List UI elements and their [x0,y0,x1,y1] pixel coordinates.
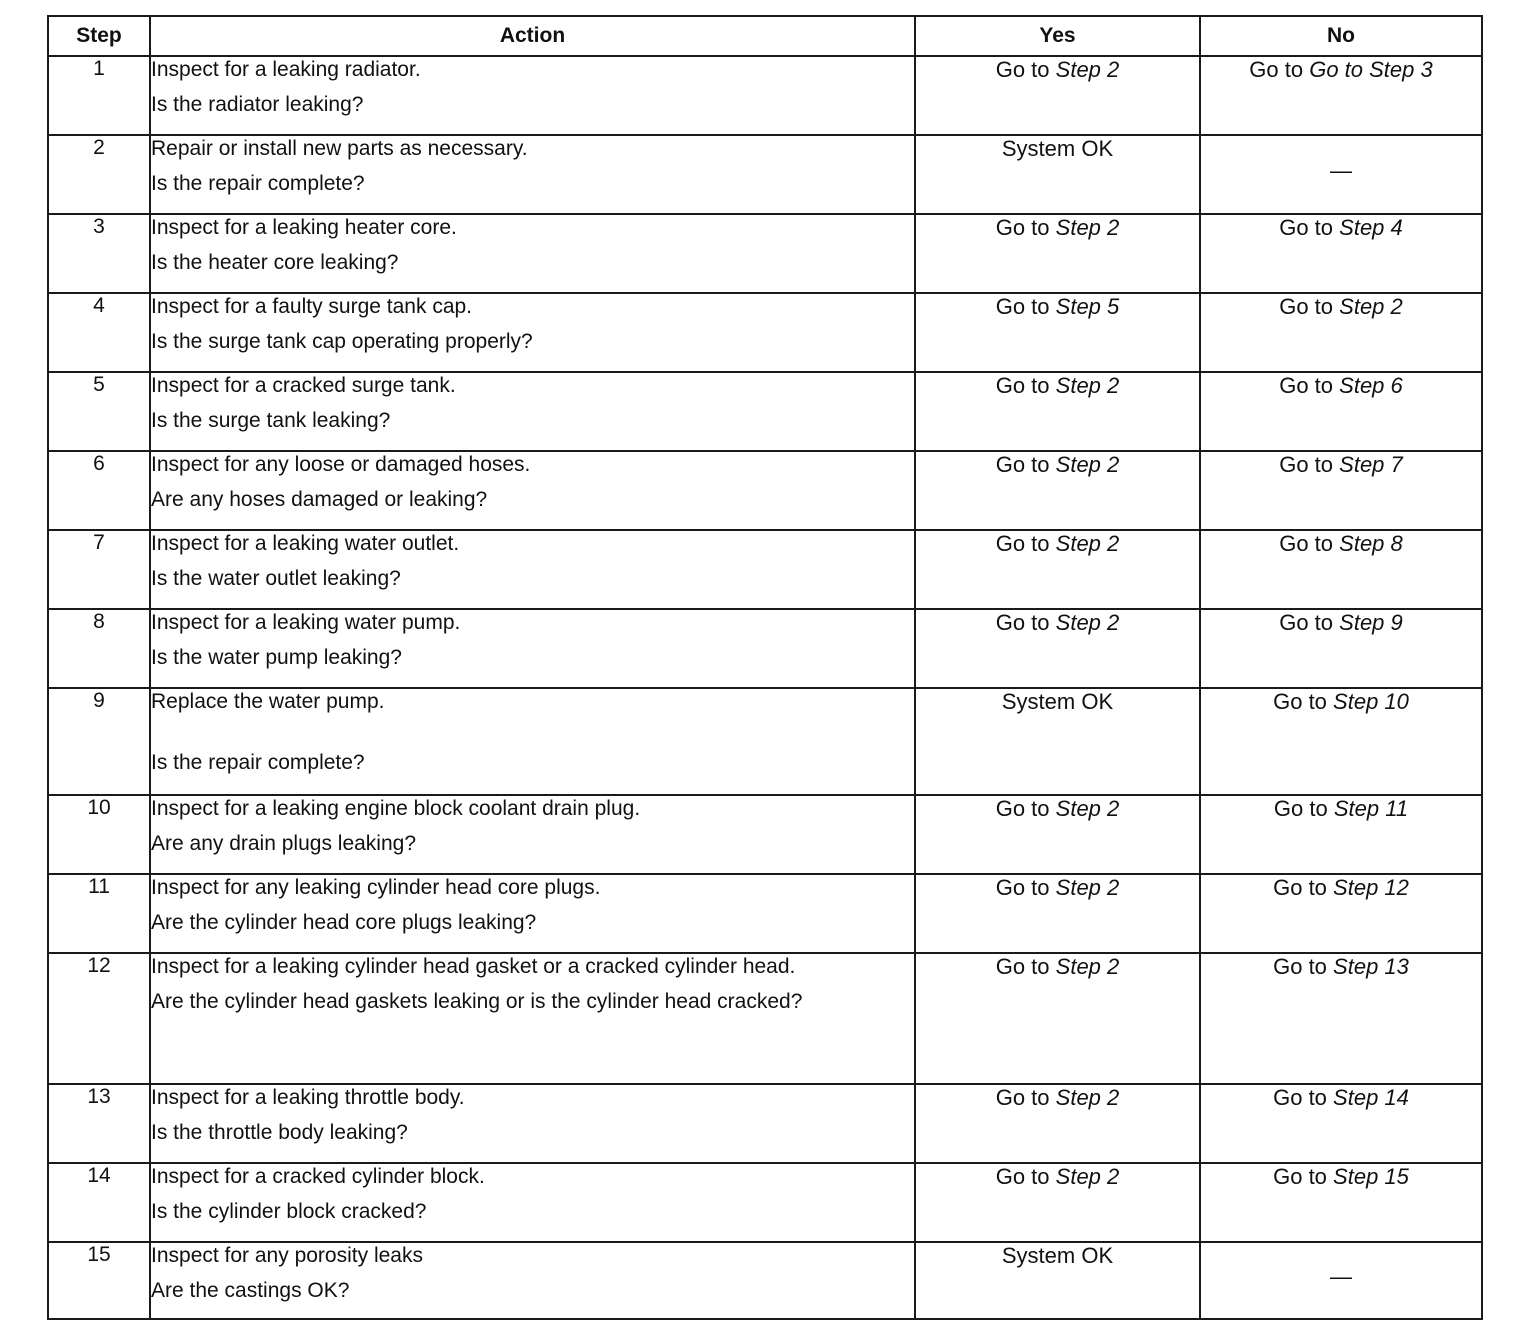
step-number: 6 [48,451,150,530]
no-result [1200,530,1482,609]
yes-result [915,795,1200,874]
header-step: Step [48,16,150,56]
action-cell [150,451,915,530]
no-result-text: Go to [1273,875,1327,900]
no-step-reference: Step 7 [1339,452,1403,477]
no-step-reference: Step 2 [1339,294,1403,319]
action-question: Is the surge tank cap operating properly? [151,330,533,353]
action-cell [150,372,915,451]
yes-result-text: Go to [995,373,1050,398]
no-result-text: — [1330,157,1352,183]
step-number: 5 [48,372,150,451]
no-result-text: Go to [1273,689,1327,714]
no-result [1200,688,1482,795]
no-result-text: Go to [1249,57,1304,82]
table-row [48,451,1482,530]
action-cell [150,1242,915,1319]
action-question: Is the throttle body leaking? [151,1121,408,1144]
no-result-text: Go to [1279,452,1334,477]
no-result [1200,293,1482,372]
no-result-text: — [1330,1263,1352,1289]
action-instruction: Inspect for a leaking water pump. [151,611,461,634]
action-cell [150,530,915,609]
no-result-text: Go to [1279,215,1334,240]
action-cell [150,953,915,1084]
no-result [1200,1084,1482,1163]
no-step-reference: Step 8 [1339,531,1403,556]
action-cell [150,688,915,795]
header-no: No [1200,16,1482,56]
yes-result [915,214,1200,293]
action-cell [150,56,915,135]
no-result-text: Go to [1279,610,1334,635]
table-row [48,1163,1482,1242]
action-cell [150,1163,915,1242]
yes-result-text: Go to [995,452,1050,477]
no-step-reference: Step 9 [1339,610,1403,635]
action-question: Is the repair complete? [151,172,365,195]
yes-result-text: System OK [1001,1243,1114,1268]
no-step-reference: Step 15 [1333,1164,1409,1189]
action-question: Is the surge tank leaking? [151,409,391,432]
no-result-text: Go to [1273,796,1328,821]
action-question: Are any drain plugs leaking? [151,832,417,855]
yes-step-reference: Step 2 [1055,531,1120,556]
header-action: Action [150,16,915,56]
action-cell [150,609,915,688]
table-body [48,56,1482,1319]
action-cell [150,135,915,214]
yes-result [915,135,1200,214]
yes-result-text: System OK [1001,136,1114,161]
action-question: Is the repair complete? [151,751,365,774]
diagnostic-table [47,15,1483,1320]
yes-result-text: Go to [995,215,1050,240]
no-result [1200,1242,1482,1319]
action-instruction: Inspect for a faulty surge tank cap. [151,295,473,318]
yes-result [915,1242,1200,1319]
no-result-text: Go to [1279,531,1334,556]
action-question: Is the cylinder block cracked? [151,1200,427,1223]
header-yes: Yes [915,16,1200,56]
action-instruction: Inspect for a leaking engine block coolant drain plug. [151,797,641,820]
step-number: 10 [48,795,150,874]
action-instruction: Inspect for any leaking cylinder head core plugs. [151,876,601,899]
no-result [1200,1163,1482,1242]
yes-result [915,953,1200,1084]
yes-result-text: System OK [1001,689,1114,714]
step-number: 12 [48,953,150,1084]
action-instruction: Inspect for a leaking heater core. [151,216,457,239]
step-number: 11 [48,874,150,953]
yes-step-reference: Step 2 [1055,1085,1120,1110]
step-number: 2 [48,135,150,214]
table-row [48,135,1482,214]
step-number: 15 [48,1242,150,1319]
no-result-text: Go to [1273,954,1327,979]
table-row [48,372,1482,451]
yes-result-text: Go to [995,531,1050,556]
no-result [1200,795,1482,874]
table-row [48,530,1482,609]
yes-result [915,1084,1200,1163]
action-cell [150,214,915,293]
action-question: Are the castings OK? [151,1279,350,1302]
yes-step-reference: Step 2 [1055,954,1120,979]
no-result [1200,372,1482,451]
yes-result-text: Go to [995,57,1050,82]
yes-step-reference: Step 5 [1055,294,1120,319]
table-row [48,56,1482,135]
action-cell [150,795,915,874]
action-instruction: Inspect for a leaking cylinder head gasket or a cracked cylinder head. [151,955,796,978]
yes-result [915,609,1200,688]
action-question: Is the radiator leaking? [151,93,364,116]
yes-result [915,688,1200,795]
action-instruction: Repair or install new parts as necessary. [151,137,528,160]
yes-result [915,293,1200,372]
action-question: Are the cylinder head core plugs leaking? [151,911,537,934]
action-instruction: Inspect for a leaking radiator. [151,58,421,81]
table-row [48,688,1482,795]
yes-result-text: Go to [995,875,1050,900]
no-result [1200,56,1482,135]
yes-result [915,1163,1200,1242]
yes-result [915,530,1200,609]
yes-step-reference: Step 2 [1055,57,1120,82]
action-question: Is the water pump leaking? [151,646,402,669]
step-number: 13 [48,1084,150,1163]
yes-result-text: Go to [995,954,1050,979]
yes-step-reference: Step 2 [1055,875,1120,900]
action-cell [150,874,915,953]
no-step-reference: Step 12 [1333,875,1409,900]
yes-result-text: Go to [995,1164,1050,1189]
no-step-reference: Step 4 [1339,215,1403,240]
action-question: Are any hoses damaged or leaking? [151,488,488,511]
step-number: 8 [48,609,150,688]
no-step-reference: Step 11 [1333,796,1409,821]
table-row [48,795,1482,874]
no-result [1200,874,1482,953]
action-cell [150,1084,915,1163]
no-step-reference: Step 10 [1333,689,1409,714]
action-instruction: Inspect for a cracked cylinder block. [151,1165,485,1188]
table-row [48,609,1482,688]
yes-result-text: Go to [995,610,1050,635]
no-step-reference: Step 13 [1333,954,1409,979]
no-result [1200,451,1482,530]
header-row [48,16,1482,56]
no-result [1200,214,1482,293]
table-row [48,953,1482,1084]
table-row [48,874,1482,953]
yes-result [915,56,1200,135]
no-result-text: Go to [1279,294,1334,319]
action-cell [150,293,915,372]
yes-step-reference: Step 2 [1055,215,1120,240]
no-result-text: Go to [1273,1085,1327,1110]
no-result-text: Go to [1273,1164,1327,1189]
yes-result [915,451,1200,530]
action-question: Is the heater core leaking? [151,251,399,274]
no-result [1200,953,1482,1084]
action-instruction: Inspect for any porosity leaks [151,1244,423,1267]
table-row [48,214,1482,293]
no-result [1200,609,1482,688]
action-instruction: Inspect for a leaking water outlet. [151,532,460,555]
step-number: 9 [48,688,150,795]
yes-result [915,874,1200,953]
table-row [48,293,1482,372]
action-instruction: Inspect for any loose or damaged hoses. [151,453,531,476]
action-question: Are the cylinder head gaskets leaking or is the cylinder head cracked? [151,990,803,1013]
no-step-reference: Step 14 [1333,1085,1409,1110]
table-row [48,1084,1482,1163]
yes-result-text: Go to [995,1085,1050,1110]
no-step-reference: Step 6 [1339,373,1403,398]
action-instruction: Inspect for a leaking throttle body. [151,1086,465,1109]
table-row [48,1242,1482,1319]
step-number: 3 [48,214,150,293]
step-number: 7 [48,530,150,609]
yes-result-text: Go to [995,294,1050,319]
step-number: 14 [48,1163,150,1242]
action-question: Is the water outlet leaking? [151,567,401,590]
yes-step-reference: Step 2 [1055,452,1120,477]
yes-step-reference: Step 2 [1055,373,1120,398]
yes-result [915,372,1200,451]
no-result [1200,135,1482,214]
no-result-text: Go to [1279,373,1334,398]
step-number: 4 [48,293,150,372]
no-step-reference: Go to Step 3 [1309,57,1433,82]
yes-step-reference: Step 2 [1055,610,1120,635]
action-instruction: Replace the water pump. [151,690,385,713]
yes-step-reference: Step 2 [1055,796,1120,821]
action-instruction: Inspect for a cracked surge tank. [151,374,456,397]
yes-result-text: Go to [995,796,1050,821]
yes-step-reference: Step 2 [1055,1164,1120,1189]
step-number: 1 [48,56,150,135]
